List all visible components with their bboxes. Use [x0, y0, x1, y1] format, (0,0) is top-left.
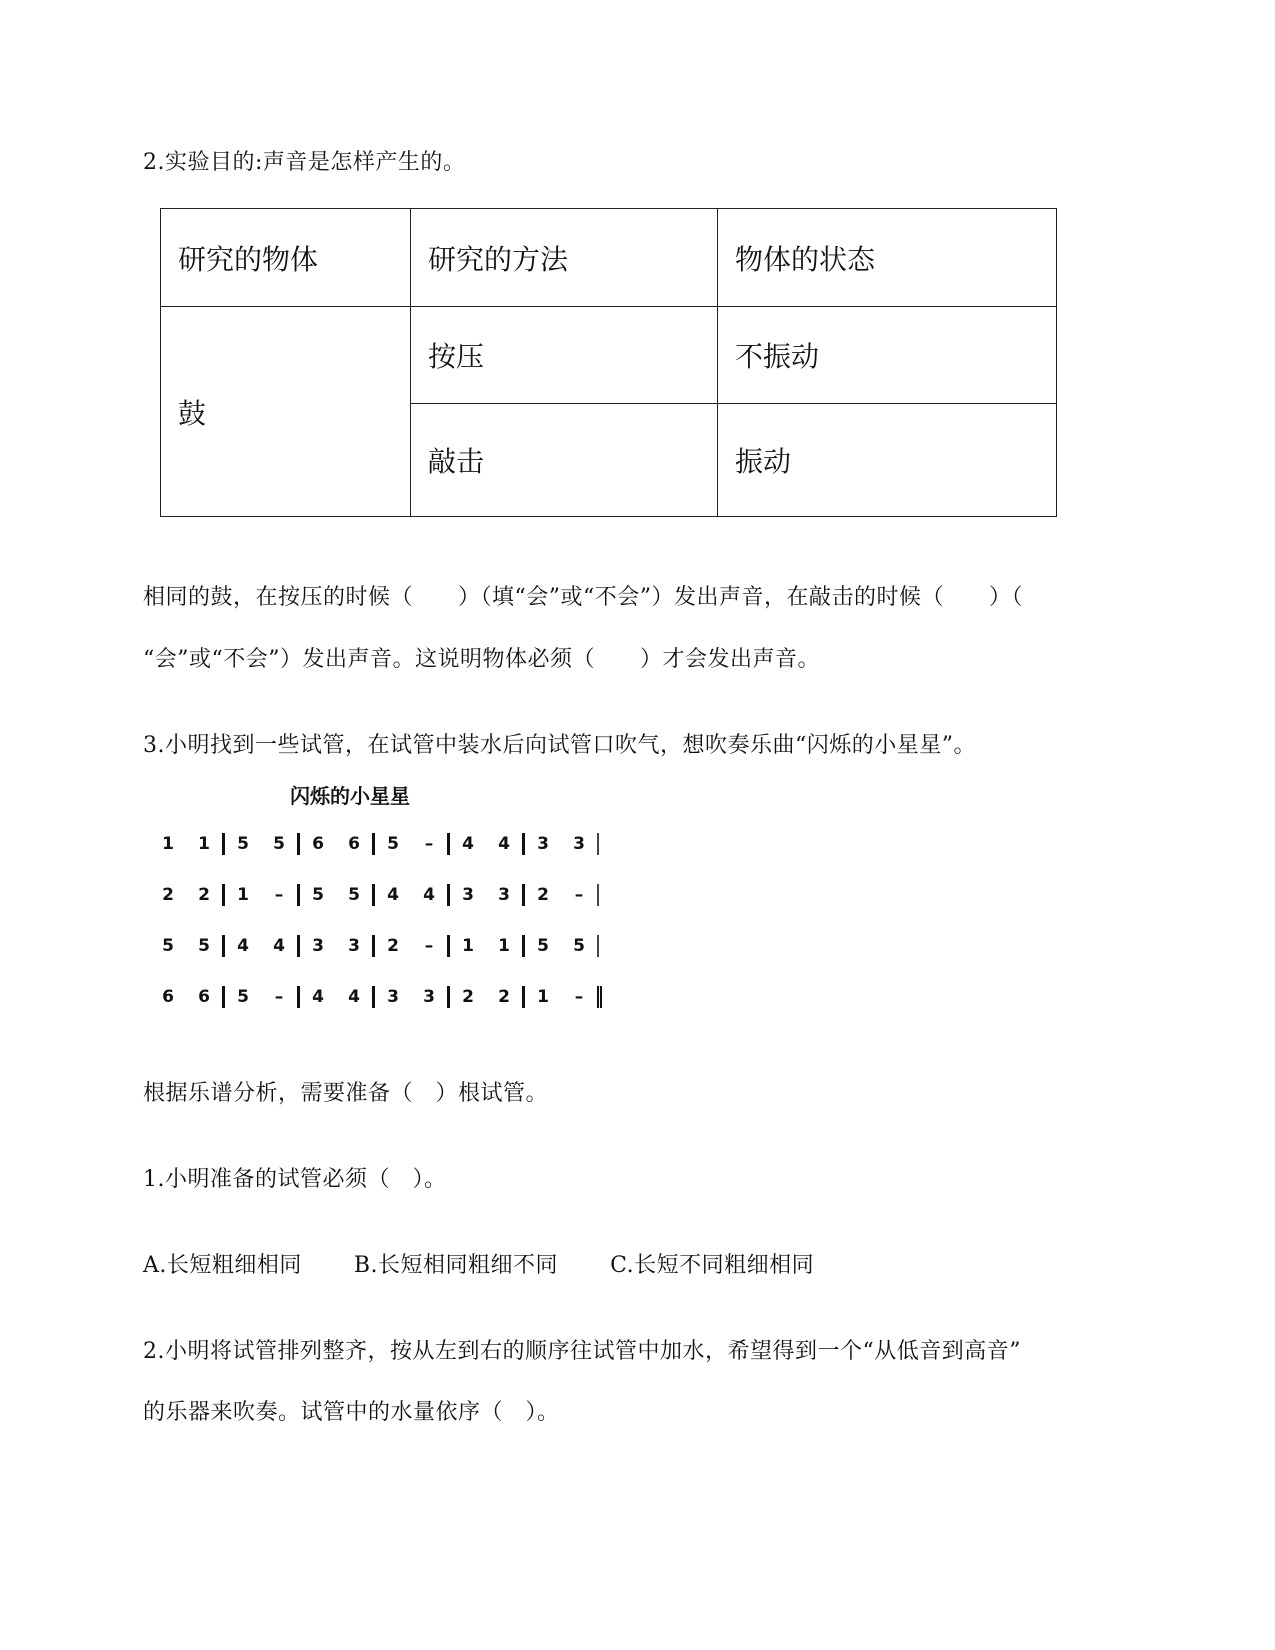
note: 1 — [198, 834, 210, 854]
note: 5 — [387, 834, 399, 854]
note: 5 — [237, 987, 249, 1007]
measure — [375, 833, 450, 855]
measure — [300, 884, 375, 906]
note: 5 — [348, 885, 360, 905]
note: 1 — [462, 936, 474, 956]
measure — [525, 935, 599, 957]
note: 3 — [423, 987, 435, 1007]
measure — [525, 833, 599, 855]
option-c: C.长短不同粗细相同 — [610, 1253, 815, 1278]
note: 1 — [498, 936, 510, 956]
measure — [375, 986, 450, 1008]
sub-question-2: 的乐器来吹奏。试管中的水量依序（ ）。 — [143, 1400, 560, 1425]
method-cell: 敲击 — [411, 404, 718, 517]
note: 4 — [423, 885, 435, 905]
measure — [450, 833, 525, 855]
note: 4 — [348, 987, 360, 1007]
sub-question-1: 1.小明准备的试管必须（ ）。 — [143, 1167, 447, 1192]
measure — [450, 884, 525, 906]
measure — [225, 884, 300, 906]
note: 2 — [387, 936, 399, 956]
measure — [375, 884, 450, 906]
note: 4 — [387, 885, 399, 905]
note: – — [274, 885, 284, 905]
note: 3 — [537, 834, 549, 854]
note: 4 — [462, 834, 474, 854]
measure — [375, 935, 450, 957]
note: 5 — [312, 885, 324, 905]
options — [143, 1248, 866, 1279]
note: 3 — [462, 885, 474, 905]
measure — [150, 884, 225, 906]
question-2-text: 相同的鼓，在按压的时候（ ）（填“会”或“不会”）发出声音，在敲击的时候（ ）（ — [143, 585, 1023, 610]
note: 5 — [198, 936, 210, 956]
note: 3 — [573, 834, 585, 854]
header-method: 研究的方法 — [411, 209, 718, 307]
note: 5 — [273, 834, 285, 854]
note: 4 — [237, 936, 249, 956]
note: 4 — [498, 834, 510, 854]
question-3-text: 根据乐谱分析，需要准备（ ）根试管。 — [143, 1081, 549, 1106]
note: 5 — [237, 834, 249, 854]
score-row — [150, 884, 599, 906]
question-2-title: 2.实验目的:声音是怎样产生的。 — [143, 150, 466, 175]
state-cell: 振动 — [718, 404, 1057, 517]
note: – — [424, 834, 434, 854]
note: 2 — [462, 987, 474, 1007]
note: – — [574, 987, 584, 1007]
question-2-text: “会”或“不会”）发出声音。这说明物体必须（ ）才会发出声音。 — [143, 647, 820, 672]
note: 2 — [537, 885, 549, 905]
note: 5 — [573, 936, 585, 956]
note: 4 — [273, 936, 285, 956]
note: 1 — [162, 834, 174, 854]
header-state: 物体的状态 — [718, 209, 1057, 307]
note: 5 — [537, 936, 549, 956]
option-b: B.长短相同粗细不同 — [353, 1253, 559, 1278]
measure — [450, 986, 525, 1008]
header-object: 研究的物体 — [161, 209, 411, 307]
score-row — [150, 935, 599, 957]
method-cell: 按压 — [411, 307, 718, 404]
note: – — [424, 936, 434, 956]
measure — [150, 935, 225, 957]
measure — [300, 833, 375, 855]
note: 3 — [348, 936, 360, 956]
measure — [300, 986, 375, 1008]
note: 3 — [312, 936, 324, 956]
measure — [150, 833, 225, 855]
experiment-table — [160, 208, 1057, 517]
note: – — [574, 885, 584, 905]
note: 4 — [312, 987, 324, 1007]
note: 2 — [162, 885, 174, 905]
note: 3 — [387, 987, 399, 1007]
note: 6 — [348, 834, 360, 854]
object-cell: 鼓 — [161, 307, 411, 517]
measure — [225, 986, 300, 1008]
score-title: 闪烁的小星星 — [290, 784, 410, 808]
score-row — [150, 986, 602, 1008]
note: – — [274, 987, 284, 1007]
score-row — [150, 833, 599, 855]
note: 6 — [162, 987, 174, 1007]
measure — [525, 884, 599, 906]
measure — [225, 833, 300, 855]
note: 6 — [198, 987, 210, 1007]
measure — [150, 986, 225, 1008]
measure — [525, 986, 602, 1008]
note: 2 — [198, 885, 210, 905]
measure — [450, 935, 525, 957]
note: 1 — [537, 987, 549, 1007]
note: 3 — [498, 885, 510, 905]
note: 2 — [498, 987, 510, 1007]
note: 1 — [237, 885, 249, 905]
sub-question-2: 2.小明将试管排列整齐，按从左到右的顺序往试管中加水，希望得到一个“从低音到高音” — [143, 1339, 1021, 1364]
question-3-title: 3.小明找到一些试管，在试管中装水后向试管口吹气，想吹奏乐曲“闪烁的小星星”。 — [143, 733, 976, 758]
note: 5 — [162, 936, 174, 956]
note: 6 — [312, 834, 324, 854]
measure — [300, 935, 375, 957]
state-cell: 不振动 — [718, 307, 1057, 404]
option-a: A.长短粗细相同 — [143, 1253, 302, 1278]
measure — [225, 935, 300, 957]
